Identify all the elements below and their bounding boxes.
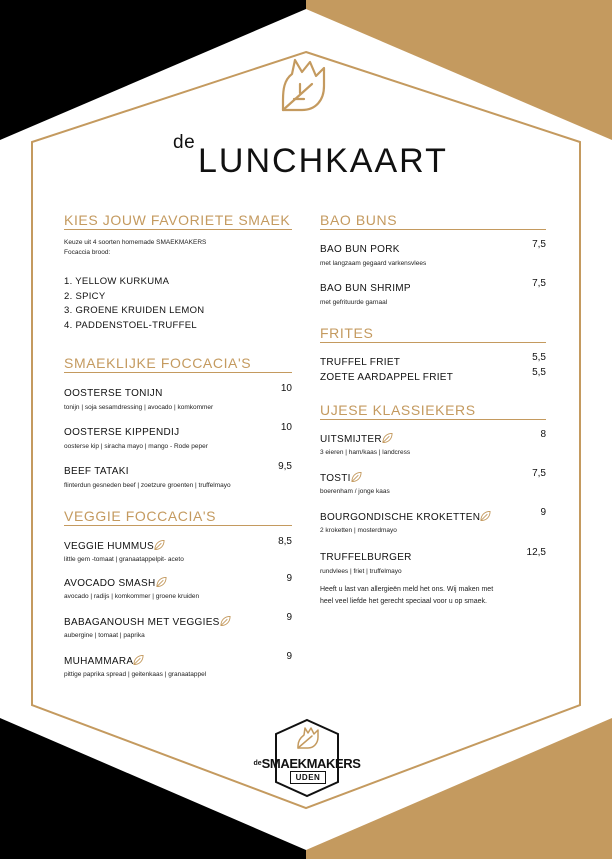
leaf-icon [220,615,231,627]
leaf-icon [133,654,144,666]
klassiekers-rule [320,419,546,420]
menu-item [320,278,546,306]
item-price: 5,5 [532,367,546,378]
item-name: OOSTERSE KIPPENDIJ [64,427,180,438]
bao-heading: BAO BUNS [320,212,398,228]
item-desc: rundvlees | friet | truffelmayo [320,568,402,575]
item-name: BEEF TATAKI [64,466,129,477]
favorite-options [64,275,204,333]
favorite-intro-line1: Keuze uit 4 soorten homemade SMAEKMAKERS [64,239,207,246]
favorite-option: 3. GROENE KRUIDEN LEMON [64,305,205,316]
veggie-heading: VEGGIE FOCCACIA'S [64,508,217,524]
item-name: BAO BUN PORK [320,244,400,255]
item-price: 8,5 [278,536,292,547]
menu-item [320,468,546,495]
leaf-icon [156,576,167,588]
menu-item [64,536,292,563]
frites-heading: FRITES [320,325,374,341]
page-title: LUNCHKAART [198,142,448,180]
footer-brand-name: SMAEKMAKERS [261,756,361,771]
item-desc: met gefrituurde garnaal [320,299,388,306]
leaf-icon [154,539,165,551]
item-price: 10 [280,422,292,433]
item-price: 5,5 [532,352,546,363]
item-desc: pittige paprika spread | geitenkaas | granaatappel [64,671,207,678]
item-name: TRUFFELBURGER [320,552,412,563]
item-name: TOSTI [320,473,351,484]
item-desc: avocado | radijs | komkommer | groene kruiden [64,593,200,600]
item-name: AVOCADO SMASH [64,578,156,589]
favorite-option: 4. PADDENSTOEL-TRUFFEL [64,319,197,331]
item-price: 7,5 [532,468,546,479]
favorite-option: 1. YELLOW KURKUMA [64,276,170,287]
menu-item [64,612,292,639]
item-name: MUHAMMARA [64,656,134,667]
item-name: BABAGANOUSH MET VEGGIES [64,617,220,628]
menu-item [320,547,546,575]
item-name: TRUFFEL FRIET [320,357,401,368]
item-desc: tonijn | soja sesamdressing | avocado | komkommer [64,404,214,411]
item-desc: aubergine | tomaat | paprika [64,632,145,639]
veggie-rule [64,525,292,526]
favorite-intro-line2: Focaccia brood: [64,249,111,256]
menu-item [320,367,546,385]
favorite-option: 2. SPICY [64,290,106,302]
menu-item [64,651,292,678]
menu-item [320,507,546,534]
item-price: 9 [286,612,292,623]
footer-location-badge: UDEN [290,771,326,784]
allergy-note-line1: Heeft u last van allergieën meld het ons. Wij maken met [320,586,494,593]
favorite-heading: KIES JOUW FAVORIETE SMAEK [64,212,291,228]
item-desc: oosterse kip | siracha mayo | mango - Rode peper [64,443,208,450]
item-price: 12,5 [526,547,546,558]
item-desc: met langzaam gegaard varkensvlees [320,260,427,267]
item-price: 8 [540,429,546,440]
allergy-note-line2: heel veel liefde het gerecht speciaal voor u op smaek. [320,598,487,605]
item-price: 9 [286,573,292,584]
frites-rule [320,342,546,343]
smaeklijke-heading: SMAEKLIJKE FOCCACIA'S [64,355,252,371]
title-prefix: de [173,132,196,153]
favorite-rule [64,229,292,230]
menu-item [64,573,292,600]
item-desc: flinterdun gesneden beef | zoetzure groenten | truffelmayo [64,482,231,489]
item-price: 9,5 [278,461,292,472]
item-price: 9 [286,651,292,662]
menu-item [320,429,546,456]
item-name: UITSMIJTER [320,434,382,445]
item-price: 10 [280,383,292,394]
item-desc: little gem -tomaat | granaatappelpit- aceto [64,556,184,563]
item-price: 7,5 [532,239,546,250]
favorite-intro [64,238,206,258]
item-name: VEGGIE HUMMUS [64,541,155,552]
item-desc: 2 kroketten | mosterdmayo [320,527,397,534]
item-price: 7,5 [532,278,546,289]
menu-item [64,383,292,411]
item-name: OOSTERSE TONIJN [64,388,163,399]
item-price: 9 [540,507,546,518]
item-desc: 3 eieren | ham/kaas | landcress [320,449,411,456]
item-desc: boerenham / jonge kaas [320,488,390,495]
allergy-note [320,584,493,608]
menu-item [64,461,292,489]
smaeklijke-rule [64,372,292,373]
item-name: BOURGONDISCHE KROKETTEN [320,512,481,523]
bao-rule [320,229,546,230]
leaf-icon [480,510,491,522]
leaf-icon [351,471,362,483]
item-name: BAO BUN SHRIMP [320,283,411,294]
footer-brand-prefix: de [253,760,262,767]
leaf-icon [382,432,393,444]
menu-item [64,422,292,450]
menu-item [320,239,546,267]
item-name: ZOETE AARDAPPEL FRIET [320,372,454,383]
klassiekers-heading: UJESE KLASSIEKERS [320,402,476,418]
